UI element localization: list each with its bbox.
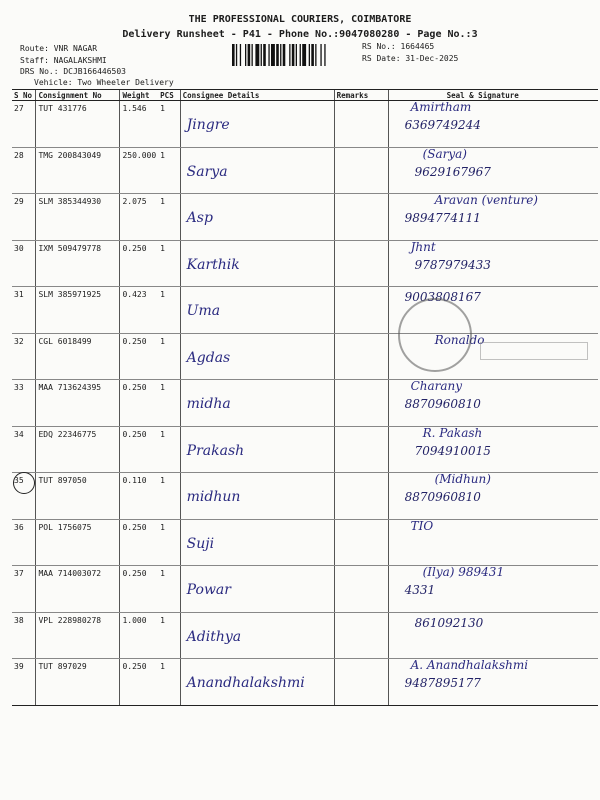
row-consignee-cell bbox=[180, 287, 334, 334]
barcode-bar bbox=[268, 44, 269, 66]
consignee-handwritten-name: Jingre bbox=[186, 117, 230, 133]
drs-number: DRS No.: DCJB166446503 bbox=[20, 67, 126, 76]
barcode-bar bbox=[320, 44, 321, 66]
row-pcs: 1 bbox=[158, 473, 180, 520]
row-consignee-cell bbox=[180, 333, 334, 380]
row-weight: 0.250 bbox=[120, 566, 158, 613]
route-label: Route: VNR NAGAR bbox=[20, 44, 98, 53]
row-weight: 0.110 bbox=[120, 473, 158, 520]
row-sno: 39 bbox=[12, 659, 36, 706]
consignee-handwritten-name: Prakash bbox=[186, 442, 245, 459]
table-row bbox=[12, 194, 598, 241]
barcode-bar bbox=[252, 44, 253, 66]
row-consignment: TUT 897050 bbox=[36, 473, 120, 520]
row-pcs: 1 bbox=[158, 240, 180, 287]
row-signature-cell bbox=[388, 519, 598, 566]
row-pcs: 1 bbox=[158, 287, 180, 334]
row-pcs: 1 bbox=[158, 659, 180, 706]
barcode-bar bbox=[324, 44, 325, 66]
consignee-handwritten-name: Uma bbox=[186, 303, 221, 319]
handwritten-signature: TIO bbox=[410, 518, 434, 533]
handwritten-phone: 8870960810 bbox=[404, 397, 481, 411]
barcode-bar bbox=[283, 44, 286, 66]
handwritten-signature: A. Anandhalakshmi bbox=[410, 658, 529, 672]
consignee-handwritten-name: Adithya bbox=[186, 628, 242, 645]
row-remarks bbox=[334, 333, 388, 380]
rectangular-stamp bbox=[480, 342, 588, 360]
col-sno: S No bbox=[12, 90, 36, 101]
row-remarks bbox=[334, 194, 388, 241]
barcode-bar bbox=[280, 44, 281, 66]
row-consignee-cell bbox=[180, 147, 334, 194]
row-sno: 36 bbox=[12, 519, 36, 566]
row-sno: 35 bbox=[12, 473, 36, 520]
handwritten-signature: Jhnt bbox=[410, 239, 436, 254]
consignee-handwritten-name: midha bbox=[186, 396, 231, 412]
runsheet-subtitle: Delivery Runsheet - P41 - Phone No.:9047080280 - Page No.:3 bbox=[122, 29, 478, 40]
table-row bbox=[12, 380, 598, 427]
row-pcs: 1 bbox=[158, 612, 180, 659]
row-signature-cell bbox=[388, 101, 598, 148]
handwritten-signature: (Sarya) bbox=[422, 146, 467, 161]
row-consignee-cell bbox=[180, 659, 334, 706]
barcode-bar bbox=[232, 44, 235, 66]
barcode-bar bbox=[311, 44, 314, 66]
row-weight: 0.250 bbox=[120, 519, 158, 566]
handwritten-signature: Charany bbox=[410, 379, 463, 393]
row-signature-cell bbox=[388, 659, 598, 706]
row-sno: 29 bbox=[12, 194, 36, 241]
row-sno: 31 bbox=[12, 287, 36, 334]
col-remarks: Remarks bbox=[334, 90, 388, 101]
handwritten-phone: 6369749244 bbox=[404, 118, 481, 132]
table-row bbox=[12, 101, 598, 148]
rs-date: RS Date: 31-Dec-2025 bbox=[362, 54, 459, 63]
row-sno: 27 bbox=[12, 101, 36, 148]
barcode-bar bbox=[309, 44, 310, 66]
row-weight: 1.000 bbox=[120, 612, 158, 659]
runsheet-table bbox=[12, 89, 598, 706]
row-weight: 0.423 bbox=[120, 287, 158, 334]
col-consignment: Consignment No bbox=[36, 90, 120, 101]
table-row bbox=[12, 473, 598, 520]
table-header-row bbox=[12, 90, 598, 101]
row-consignee-cell bbox=[180, 566, 334, 613]
row-remarks bbox=[334, 426, 388, 473]
handwritten-phone: 9787979433 bbox=[414, 257, 491, 272]
row-pcs: 1 bbox=[158, 333, 180, 380]
row-consignment: EDQ 22346775 bbox=[36, 426, 120, 473]
row-weight: 0.250 bbox=[120, 426, 158, 473]
row-consignment: IXM 509479778 bbox=[36, 240, 120, 287]
row-sno: 30 bbox=[12, 240, 36, 287]
company-seal-stamp bbox=[398, 298, 472, 372]
row-consignment: SLM 385971925 bbox=[36, 287, 120, 334]
table-row bbox=[12, 287, 598, 334]
barcode-bar bbox=[248, 44, 251, 66]
barcode-bar bbox=[300, 44, 301, 66]
barcode-bar bbox=[255, 44, 259, 66]
col-weight: Weight bbox=[120, 90, 158, 101]
row-pcs: 1 bbox=[158, 426, 180, 473]
handwritten-phone: 4331 bbox=[404, 583, 436, 597]
row-consignment: MAA 714003072 bbox=[36, 566, 120, 613]
col-consignee: Consignee Details bbox=[180, 90, 334, 101]
consignee-handwritten-name: Agdas bbox=[186, 349, 231, 366]
barcode-bar bbox=[263, 44, 266, 66]
barcode-bar bbox=[271, 44, 275, 66]
barcode-bar bbox=[276, 44, 279, 66]
row-pcs: 1 bbox=[158, 380, 180, 427]
barcode-bar bbox=[240, 44, 241, 66]
handwritten-phone: 9003808167 bbox=[404, 290, 481, 304]
row-pcs: 1 bbox=[158, 519, 180, 566]
row-remarks bbox=[334, 566, 388, 613]
col-pcs: PCS bbox=[158, 90, 180, 101]
table-row bbox=[12, 519, 598, 566]
row-consignment: VPL 228980278 bbox=[36, 612, 120, 659]
row-remarks bbox=[334, 147, 388, 194]
row-consignment: POL 1756075 bbox=[36, 519, 120, 566]
row-weight: 0.250 bbox=[120, 659, 158, 706]
handwritten-signature: Aravan (venture) bbox=[434, 193, 538, 207]
handwritten-signature: (Midhun) bbox=[434, 472, 491, 486]
row-sno: 33 bbox=[12, 380, 36, 427]
row-remarks bbox=[334, 519, 388, 566]
row-signature-cell bbox=[388, 147, 598, 194]
row-consignment: SLM 385344930 bbox=[36, 194, 120, 241]
table-row bbox=[12, 147, 598, 194]
row-signature-cell bbox=[388, 194, 598, 241]
staff-label: Staff: NAGALAKSHMI bbox=[20, 56, 107, 65]
row-sno: 37 bbox=[12, 566, 36, 613]
row-pcs: 1 bbox=[158, 194, 180, 241]
barcode-bar bbox=[289, 44, 290, 66]
barcode-bar bbox=[261, 44, 262, 66]
row-sno: 28 bbox=[12, 147, 36, 194]
row-remarks bbox=[334, 287, 388, 334]
row-sno: 34 bbox=[12, 426, 36, 473]
consignee-handwritten-name: Powar bbox=[186, 582, 231, 598]
row-weight: 0.250 bbox=[120, 333, 158, 380]
rs-number: RS No.: 1664465 bbox=[362, 42, 435, 51]
row-remarks bbox=[334, 380, 388, 427]
consignee-handwritten-name: midhun bbox=[186, 489, 241, 505]
row-weight: 0.250 bbox=[120, 240, 158, 287]
row-consignee-cell bbox=[180, 194, 334, 241]
consignee-handwritten-name: Sarya bbox=[186, 163, 228, 180]
barcode-bar bbox=[315, 44, 316, 66]
handwritten-phone: 8870960810 bbox=[404, 490, 481, 504]
handwritten-phone: 861092130 bbox=[414, 615, 484, 630]
row-signature-cell bbox=[388, 380, 598, 427]
row-pcs: 1 bbox=[158, 566, 180, 613]
handwritten-signature: R. Pakash bbox=[422, 425, 483, 440]
row-sno: 38 bbox=[12, 612, 36, 659]
row-remarks bbox=[334, 101, 388, 148]
row-weight: 0.250 bbox=[120, 380, 158, 427]
row-consignment: TUT 431776 bbox=[36, 101, 120, 148]
row-remarks bbox=[334, 473, 388, 520]
handwritten-signature: (Ilya) 989431 bbox=[422, 565, 505, 579]
barcode-bar bbox=[302, 44, 306, 66]
row-signature-cell bbox=[388, 240, 598, 287]
table-row bbox=[12, 426, 598, 473]
row-weight: 1.546 bbox=[120, 101, 158, 148]
row-signature-cell bbox=[388, 426, 598, 473]
barcode-bar bbox=[245, 44, 246, 66]
row-consignment: TUT 897029 bbox=[36, 659, 120, 706]
row-consignee-cell bbox=[180, 426, 334, 473]
row-remarks bbox=[334, 240, 388, 287]
handwritten-phone: 9629167967 bbox=[414, 164, 491, 179]
consignee-handwritten-name: Anandhalakshmi bbox=[186, 675, 305, 691]
row-pcs: 1 bbox=[158, 147, 180, 194]
barcode-bar bbox=[292, 44, 295, 66]
barcode-bar bbox=[296, 44, 297, 66]
row-consignment: MAA 713624395 bbox=[36, 380, 120, 427]
handwritten-phone: 9487895177 bbox=[404, 676, 481, 690]
consignee-handwritten-name: Asp bbox=[186, 210, 213, 226]
company-name: THE PROFESSIONAL COURIERS, COIMBATORE bbox=[188, 14, 412, 25]
row-circle-mark bbox=[13, 472, 35, 494]
row-pcs: 1 bbox=[158, 101, 180, 148]
row-signature-cell bbox=[388, 612, 598, 659]
row-consignee-cell bbox=[180, 612, 334, 659]
col-seal-signature: Seal & Signature bbox=[388, 90, 598, 101]
table-row bbox=[12, 612, 598, 659]
row-consignee-cell bbox=[180, 380, 334, 427]
table-row bbox=[12, 566, 598, 613]
consignee-handwritten-name: Suji bbox=[186, 535, 215, 552]
handwritten-phone: 7094910015 bbox=[414, 443, 491, 458]
row-weight: 250.000 bbox=[120, 147, 158, 194]
barcode-bar bbox=[236, 44, 237, 66]
row-consignment: TMG 200843049 bbox=[36, 147, 120, 194]
row-weight: 2.075 bbox=[120, 194, 158, 241]
table-row bbox=[12, 240, 598, 287]
handwritten-signature: Amirtham bbox=[410, 100, 472, 114]
table-row bbox=[12, 659, 598, 706]
barcode-image bbox=[232, 44, 358, 66]
row-signature-cell bbox=[388, 473, 598, 520]
row-sno: 32 bbox=[12, 333, 36, 380]
row-consignee-cell bbox=[180, 240, 334, 287]
row-signature-cell bbox=[388, 566, 598, 613]
row-consignee-cell bbox=[180, 473, 334, 520]
consignee-handwritten-name: Karthik bbox=[186, 256, 240, 273]
row-consignment: CGL 6018499 bbox=[36, 333, 120, 380]
vehicle-label: Vehicle: Two Wheeler Delivery bbox=[34, 78, 174, 87]
handwritten-signature: Ronaldo bbox=[434, 332, 485, 347]
row-remarks bbox=[334, 612, 388, 659]
row-consignee-cell bbox=[180, 101, 334, 148]
handwritten-phone: 9894774111 bbox=[404, 211, 481, 225]
row-remarks bbox=[334, 659, 388, 706]
row-consignee-cell bbox=[180, 519, 334, 566]
